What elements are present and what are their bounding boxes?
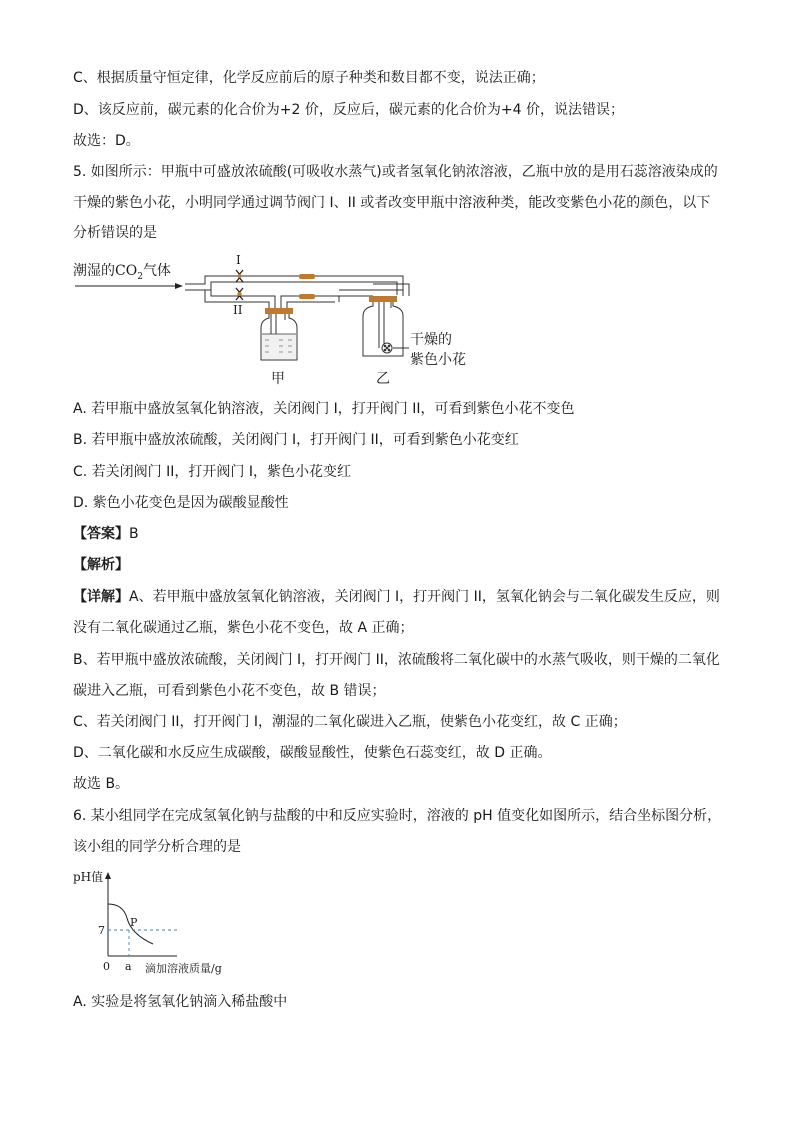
option-d: D. 紫色小花变色是因为碳酸显酸性 [73, 495, 289, 511]
rubber-connector [299, 294, 315, 299]
answer-line [73, 524, 139, 544]
ph-y-label: pH值 [73, 870, 104, 884]
text-line: D、该反应前，碳元素的化合价为+2 价，反应后，碳元素的化合价为+4 价，说法错误； [73, 102, 624, 118]
yi-inlet-tube [373, 284, 409, 296]
option-b: B. 若甲瓶中盛放浓硫酸，关闭阀门 I，打开阀门 II，可看到紫色小花变红 [73, 432, 519, 448]
answer-value: B [129, 526, 139, 542]
detail-line: 【详解】A、若甲瓶中盛放氢氧化钠溶液，关闭阀门 I，打开阀门 II，氢氧化钠会与二氧化碳发生反应，则 [73, 589, 720, 605]
bottle-yi-stopper [369, 296, 397, 302]
bottle-yi-label: 乙 [376, 371, 390, 387]
detail-tag: 【详解】 [73, 589, 129, 605]
question-6-stem: 该小组的同学分析合理的是 [73, 839, 241, 855]
valve-I-knob [238, 274, 242, 278]
detail-line: 没有二氧化碳通过乙瓶，紫色小花不变色，故 A 正确； [73, 620, 414, 636]
apparatus-diagram [73, 250, 493, 390]
flower-label-line2: 紫色小花 [410, 352, 466, 368]
text-line: C、根据质量守恒定律，化学反应前后的原子种类和数目都不变，说法正确； [73, 70, 545, 86]
valve-II-label: II [233, 303, 243, 317]
inlet-tube [185, 276, 403, 295]
valve-II-knob [238, 292, 242, 296]
question-6-option-a: A. 实验是将氢氧化钠滴入稀盐酸中 [73, 994, 288, 1010]
ph-y-tick-7: 7 [98, 924, 105, 937]
detail-line: D、二氧化碳和水反应生成碳酸，碳酸显酸性，使紫色石蕊变红，故 D 正确。 [73, 745, 552, 761]
question-5-stem: 分析错误的是 [73, 225, 157, 241]
option-a: A. 若甲瓶中盛放氢氧化钠溶液，关闭阀门 I，打开阀门 II，可看到紫色小花不变色 [73, 401, 575, 417]
gas-label: 潮湿的$CO_2$气体 [73, 263, 171, 282]
analysis-tag: 【解析】 [73, 557, 129, 573]
flower-label-line1: 干燥的 [410, 332, 452, 348]
question-5-stem: 干燥的紫色小花，小明同学通过调节阀门 I、II 或者改变甲瓶中溶液种类，能改变紫色小花的颜色，以下 [73, 195, 711, 211]
detail-line: 碳进入乙瓶，可看到紫色小花不变色，故 B 错误； [73, 683, 386, 699]
bottle-jia-label: 甲 [271, 371, 285, 387]
arrow-head [175, 283, 183, 289]
answer-tag: 【答案】 [73, 526, 129, 542]
ph-chart [73, 866, 263, 978]
ph-point-label: P [130, 916, 138, 929]
rubber-connector [299, 274, 315, 279]
detail-line: 故选 B。 [73, 776, 130, 792]
ph-x-label: 滴加溶液质量/g [145, 962, 222, 975]
ph-x-tick-a: a [125, 960, 132, 973]
detail-line: C、若关闭阀门 II，打开阀门 I，潮湿的二氧化碳进入乙瓶，使紫色小花变红，故 C 正确； [73, 714, 627, 730]
valve-I-label: I [236, 253, 241, 267]
ph-origin: 0 [103, 960, 110, 973]
bridge-tube [339, 290, 373, 296]
detail-line: B、若甲瓶中盛放浓硫酸，关闭阀门 I，打开阀门 II，浓硫酸将二氧化碳中的水蒸气吸收，则干燥的二氧化 [73, 652, 720, 668]
question-5-stem: 5. 如图所示：甲瓶中可盛放浓硫酸(可吸收水蒸气)或者氢氧化钠浓溶液，乙瓶中放的是用石蕊溶液染成的 [73, 164, 718, 180]
bottle-jia-stopper [265, 308, 293, 314]
question-6-stem: 6. 某小组同学在完成氢氧化钠与盐酸的中和反应实验时，溶液的 pH 值变化如图所示，结合坐标图分析， [73, 808, 722, 824]
jia-liquid [262, 334, 296, 359]
option-c: C. 若关闭阀门 II，打开阀门 I，紫色小花变红 [73, 464, 351, 480]
purple-flower-icon [382, 343, 392, 353]
text-line: 故选：D。 [73, 133, 140, 149]
